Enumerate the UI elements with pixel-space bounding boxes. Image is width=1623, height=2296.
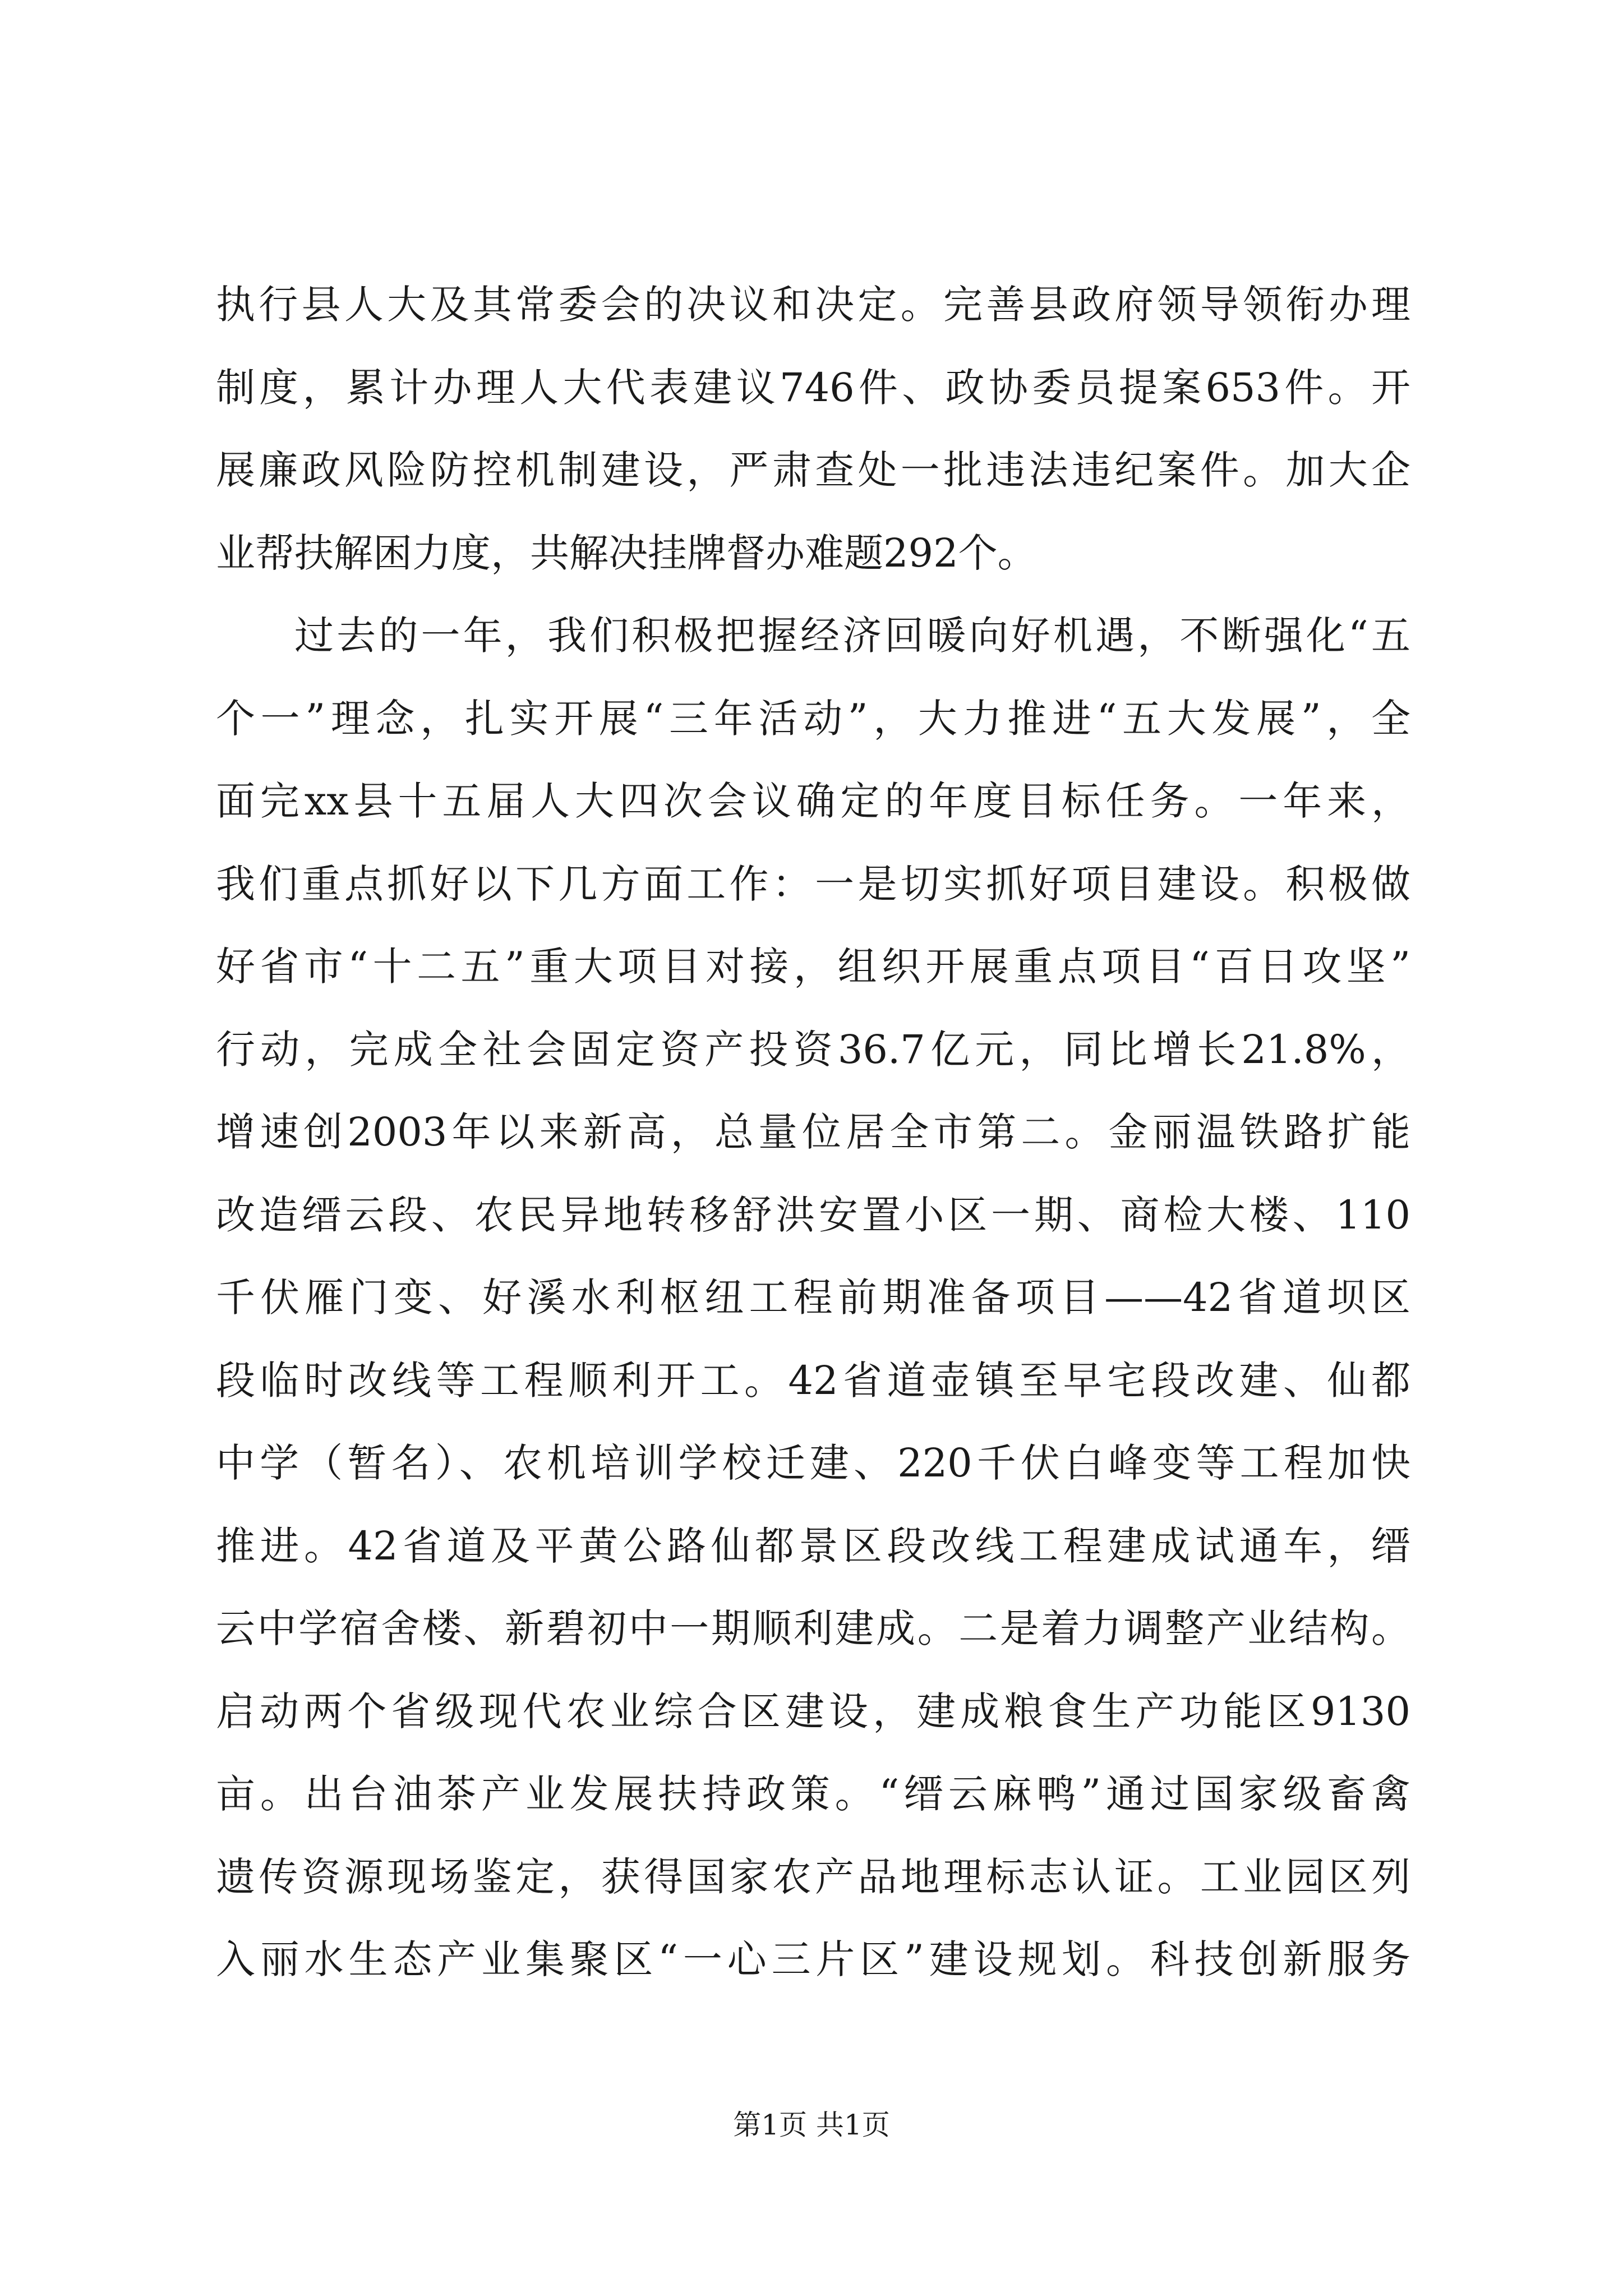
text-line: 推进。42省道及平黄公路仙都景区段改线工程建成试通车，缙 [216,1522,1410,1569]
body-text [216,264,1410,2001]
text-line: 千伏雁门变、好溪水利枢纽工程前期准备项目——42省道坝区 [216,1274,1410,1320]
text-line: 亩。出台油茶产业发展扶持政策。“缙云麻鸭”通过国家级畜禽 [216,1771,1410,1817]
text-line: 云中学宿舍楼、新碧初中一期顺利建成。二是着力调整产业结构。 [216,1605,1410,1651]
text-line: 入丽水生态产业集聚区“一心三片区”建设规划。科技创新服务 [216,1936,1410,1982]
text-line: 业帮扶解困力度，共解决挂牌督办难题292个。 [216,530,1037,576]
text-line: 个一”理念，扎实开展“三年活动”，大力推进“五大发展”，全 [216,695,1410,742]
text-line: 改造缙云段、农民异地转移舒洪安置小区一期、商检大楼、110 [216,1191,1410,1238]
text-line: 增速创2003年以来新高，总量位居全市第二。金丽温铁路扩能 [216,1109,1410,1155]
text-line: 启动两个省级现代农业综合区建设，建成粮食生产功能区9130 [216,1688,1410,1734]
text-line: 行动，完成全社会固定资产投资36.7亿元，同比增长21.8%， [216,1026,1410,1073]
text-line: 面完xx县十五届人大四次会议确定的年度目标任务。一年来， [216,778,1410,824]
text-line: 中学（暂名）、农机培训学校迁建、220千伏白峰变等工程加快 [216,1440,1410,1486]
page-footer: 第1页 共1页 [733,2109,890,2141]
text-line: 段临时改线等工程顺利开工。42省道壶镇至早宅段改建、仙都 [216,1357,1410,1404]
text-line: 执行县人大及其常委会的决议和决定。完善县政府领导领衔办理 [216,282,1410,328]
text-line: 制度，累计办理人大代表建议746件、政协委员提案653件。开 [216,364,1410,411]
text-line: 过去的一年，我们积极把握经济回暖向好机遇，不断强化“五 [294,613,1410,659]
text-line: 我们重点抓好以下几方面工作：一是切实抓好项目建设。积极做 [216,861,1410,907]
text-line: 好省市“十二五”重大项目对接，组织开展重点项目“百日攻坚” [216,944,1410,990]
text-line: 遗传资源现场鉴定，获得国家农产品地理标志认证。工业园区列 [216,1853,1410,1900]
text-line: 展廉政风险防控机制建设，严肃查处一批违法违纪案件。加大企 [216,447,1410,493]
